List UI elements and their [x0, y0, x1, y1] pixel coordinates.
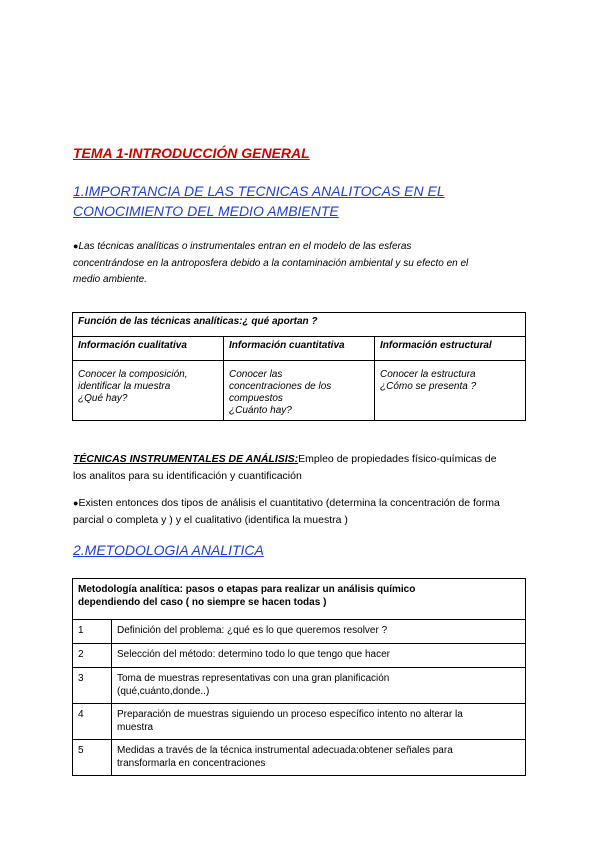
step-number: 3 — [73, 668, 112, 704]
methodology-table — [72, 578, 526, 776]
step-text — [112, 668, 526, 704]
tipos-line2: parcial o completa y ) y el cualitativo (identifica la muestra ) — [73, 514, 348, 526]
step-line: Toma de muestras representativas con una gran planificación — [117, 673, 390, 684]
step-line: transformarla en concentraciones — [117, 758, 266, 769]
cell-line: ¿Cuánto hay? — [229, 405, 292, 416]
column-cuantitativa: Información cuantitativa — [224, 337, 375, 361]
step-text — [112, 704, 526, 740]
step-number: 5 — [73, 740, 112, 776]
section2-heading: 2.METODOLOGIA ANALITICA — [73, 542, 264, 558]
functions-table — [72, 312, 526, 421]
section1-bullet-paragraph — [73, 238, 523, 289]
section1-bullet-line3: medio ambiente. — [73, 274, 147, 285]
step-line: Definición del problema: ¿qué es lo que queremos resolver ? — [117, 625, 388, 636]
step-text — [112, 644, 526, 668]
cell-cualitativa — [73, 361, 224, 421]
bullet-icon: ● — [73, 241, 79, 251]
step-text — [112, 620, 526, 644]
section1-heading-line1: 1.IMPORTANCIA DE LAS TECNICAS ANALITOCAS EN EL — [73, 183, 445, 199]
cell-line: concentraciones de los — [229, 381, 332, 392]
functions-table-header: Función de las técnicas analíticas:¿ qué aportan ? — [73, 313, 526, 337]
cell-estructural — [375, 361, 526, 421]
cell-line: ¿Cómo se presenta ? — [380, 381, 477, 392]
cell-line: Conocer la estructura — [380, 369, 476, 380]
column-estructural: Información estructural — [375, 337, 526, 361]
tecnicas-text-line2: los analitos para su identificación y cuantificación — [73, 470, 302, 482]
cell-line: ¿Qué hay? — [78, 393, 128, 404]
cell-cuantitativa — [224, 361, 375, 421]
step-number: 2 — [73, 644, 112, 668]
section1-bullet-line1: Las técnicas analíticas o instrumentales entran en el modelo de las esferas — [78, 241, 412, 252]
bullet-icon: ● — [73, 498, 79, 508]
cell-line: Conocer las — [229, 369, 283, 380]
section1-bullet-line2: concentrándose en la antroposfera debido a la contaminación ambiental y su efecto en el — [73, 257, 469, 269]
step-number: 1 — [73, 620, 112, 644]
step-line: Medidas a través de la técnica instrumental adecuada:obtener señales para — [117, 745, 453, 756]
step-line: muestra — [117, 722, 154, 733]
tecnicas-text-line1: Empleo de propiedades físico-químicas de — [298, 453, 497, 465]
tipos-paragraph — [73, 495, 533, 529]
step-number: 4 — [73, 704, 112, 740]
methodology-table-header — [73, 579, 526, 620]
column-cualitativa: Información cualitativa — [73, 337, 224, 361]
tecnicas-label: TÉCNICAS INSTRUMENTALES DE ANÁLISIS: — [73, 453, 299, 465]
section1-heading — [73, 181, 445, 221]
cell-line: identificar la muestra — [78, 381, 171, 392]
header-line: dependiendo del caso ( no siempre se hacen todas ) — [78, 597, 327, 608]
step-line: Selección del método: determino todo lo que tengo que hacer — [117, 649, 390, 660]
tecnicas-paragraph — [73, 451, 528, 485]
cell-line: Conocer la composición, — [78, 369, 188, 380]
cell-line: compuestos — [229, 393, 283, 404]
step-text — [112, 740, 526, 776]
step-line: Preparación de muestras siguiendo un proceso específico intento no alterar la — [117, 709, 463, 720]
section1-heading-line2: CONOCIMIENTO DEL MEDIO AMBIENTE — [73, 203, 339, 219]
tipos-line1: Existen entonces dos tipos de análisis el cuantitativo (determina la concentración de forma — [78, 497, 500, 509]
header-line: Metodología analítica: pasos o etapas para realizar un análisis químico — [78, 584, 416, 595]
step-line: (qué,cuánto,donde..) — [117, 686, 210, 697]
page-title: TEMA 1-INTRODUCCIÓN GENERAL — [73, 145, 310, 161]
